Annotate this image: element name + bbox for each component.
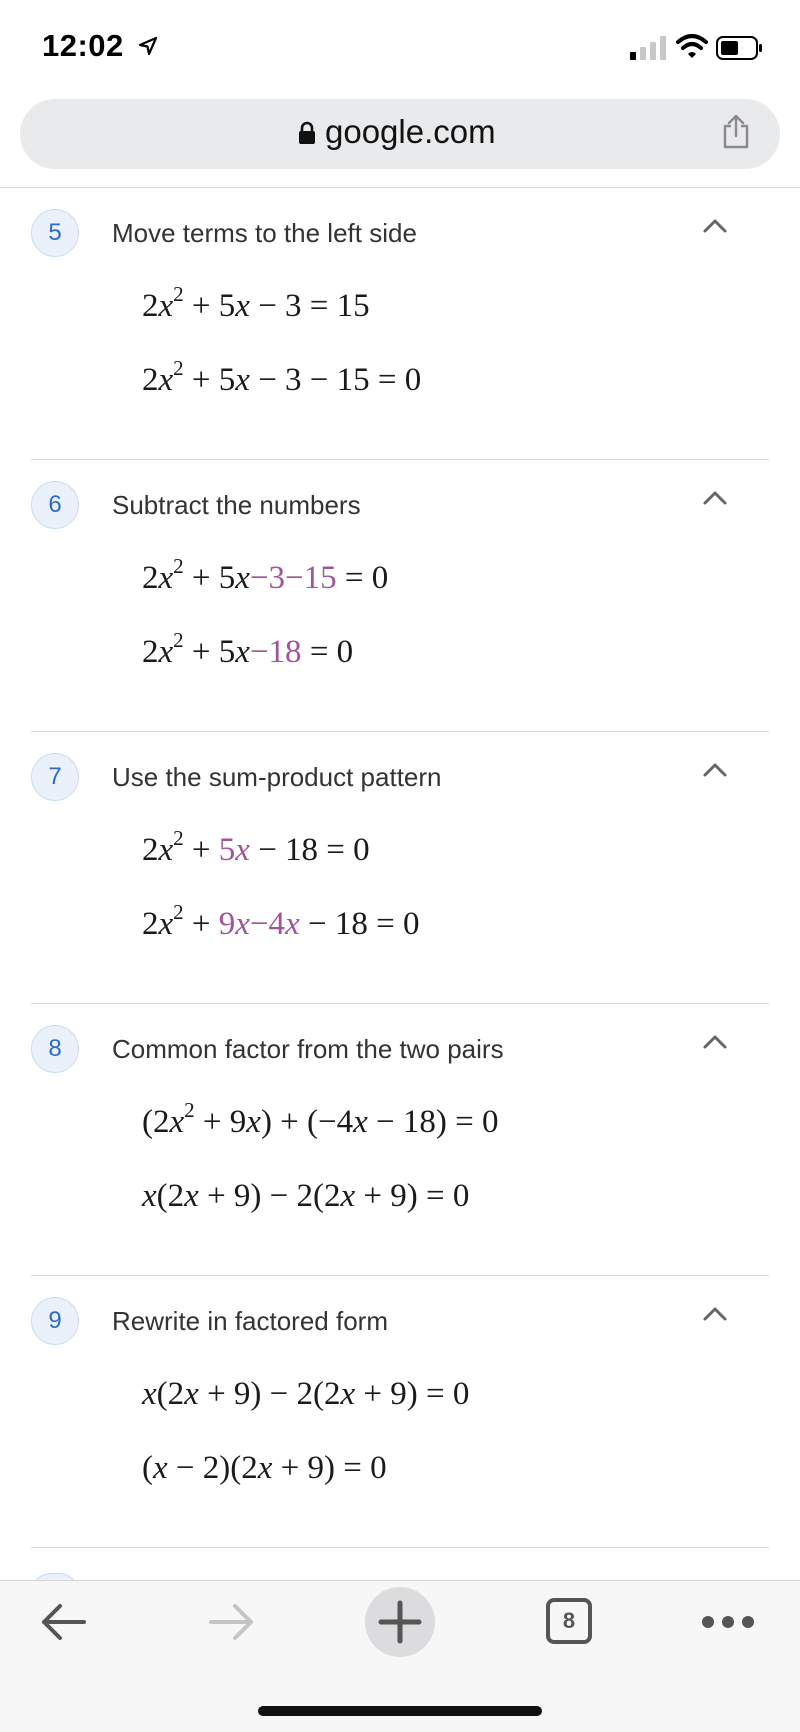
home-indicator[interactable] [258,1706,542,1716]
highlighted-term: −3−15 [249,560,337,596]
step-title: Move terms to the left side [112,218,417,248]
step-title: Use the sum-product pattern [112,762,442,792]
cellular-signal-icon [630,36,668,60]
step-title: Rewrite in factored form [112,1306,388,1336]
step-number-badge: 6 [31,481,79,529]
location-arrow-icon [138,36,158,56]
highlighted-term: 9x−4x [218,906,300,942]
step-number-badge: 5 [31,209,79,257]
equation-line: x(2x + 9) − 2(2x + 9) = 0 [142,1376,470,1412]
equation-line: $2x^2 + 9x-4x - 18 = 0$ [142,900,420,942]
chevron-up-icon[interactable] [700,216,730,236]
share-icon[interactable] [721,114,751,150]
wifi-icon [676,32,708,60]
highlighted-term: −18 [249,634,302,670]
equation-line: $2x^2 + 5x - 3 - 15 = 0$ [142,356,422,398]
url-text[interactable]: google.com [325,113,496,150]
back-arrow-icon[interactable] [38,1600,88,1644]
plus-icon [365,1587,435,1657]
step-5 [0,188,800,460]
new-tab-button[interactable] [365,1587,435,1657]
step-9 [0,1276,800,1548]
equation-line: $2x^2 + 5x - 18 = 0$ [142,826,370,868]
highlighted-term: 5x [218,832,250,868]
forward-arrow-icon[interactable] [207,1600,257,1644]
step-divider [31,1547,769,1548]
equation-line: $2x^2 + 5x - 3 = 15$ [142,282,370,324]
status-time: 12:02 [42,28,124,63]
step-7 [0,732,800,1004]
more-options-icon[interactable] [700,1612,756,1632]
step-number-badge: 8 [31,1025,79,1073]
chevron-up-icon[interactable] [700,1032,730,1052]
equation-line: x(2x + 9) − 2(2x + 9) = 0 [142,1178,470,1214]
step-number-badge: 9 [31,1297,79,1345]
equation-line: $2x^2 + 5x-18 = 0$ [142,628,354,670]
equation-line: $(2x^2 + 9x) + (-4x - 18) = 0$ [142,1098,499,1140]
battery-icon [716,36,764,60]
step-title: Common factor from the two pairs [112,1034,504,1064]
chevron-up-icon[interactable] [700,1304,730,1324]
step-title: Subtract the numbers [112,490,361,520]
equation-line: $2x^2 + 5x-3-15 = 0$ [142,554,389,596]
chevron-up-icon[interactable] [700,488,730,508]
step-6 [0,460,800,732]
tab-switcher-button[interactable]: 8 [546,1598,592,1644]
chevron-up-icon[interactable] [700,760,730,780]
step-8 [0,1004,800,1276]
status-bar [0,0,800,95]
lock-icon [298,121,316,145]
step-number-badge: 7 [31,753,79,801]
equation-line: (x − 2)(2x + 9) = 0 [142,1450,387,1486]
